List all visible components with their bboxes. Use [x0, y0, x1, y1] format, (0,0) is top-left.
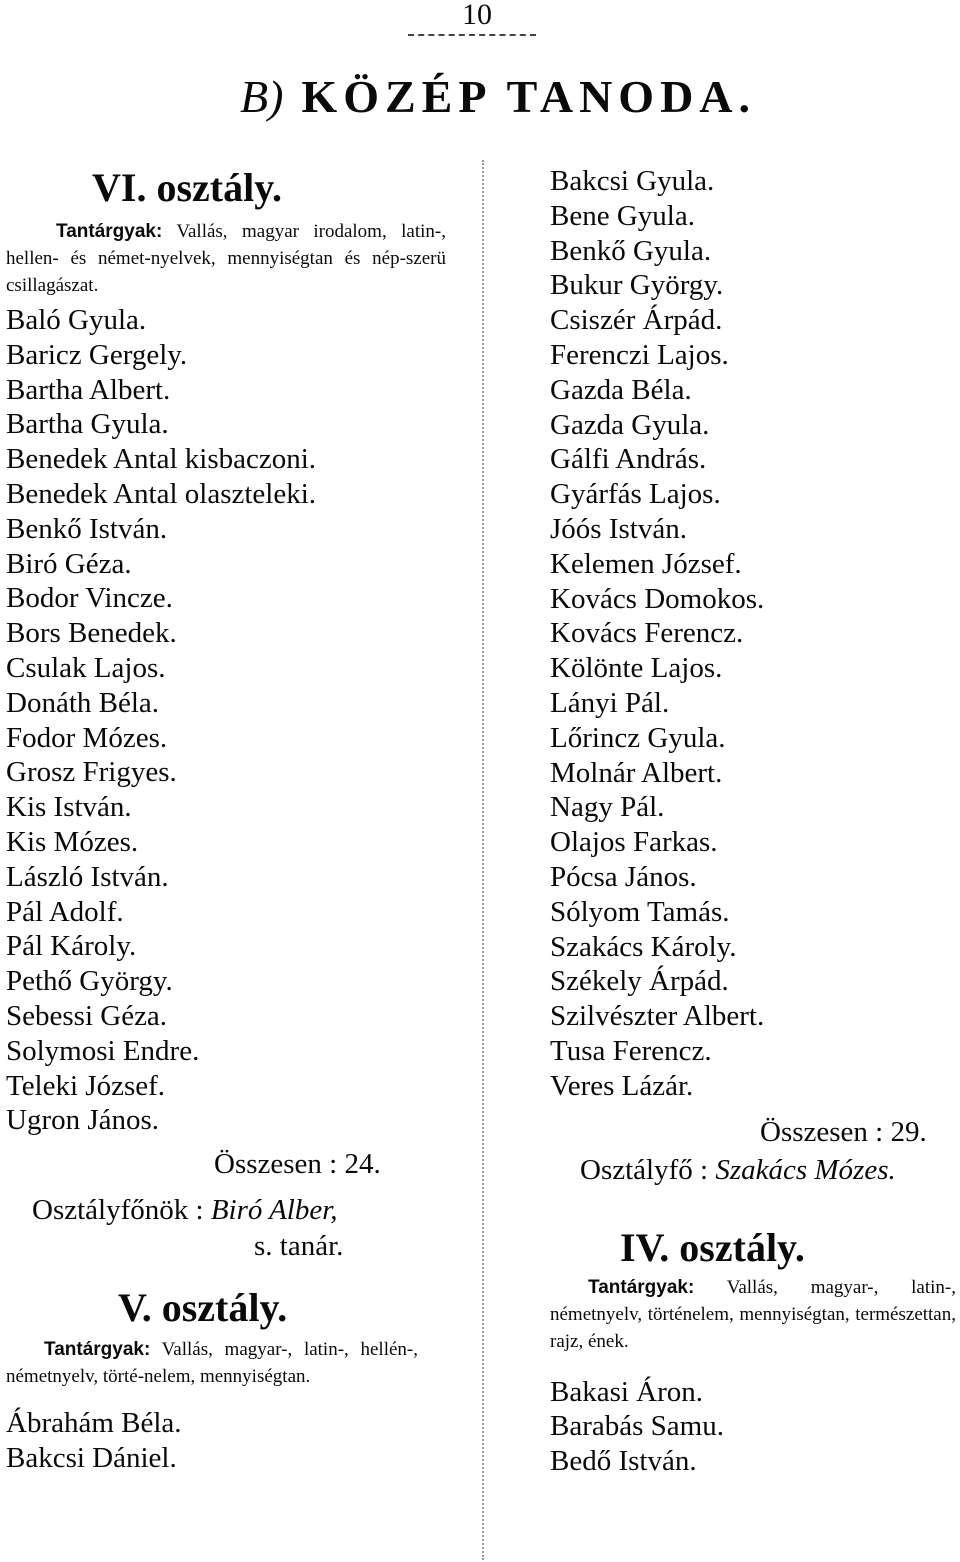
student-name: Kovács Ferencz.	[550, 617, 744, 650]
student-name: Pethő György.	[6, 965, 173, 998]
student-name: Donáth Béla.	[6, 686, 160, 719]
class5-head-teacher-name: Szakács Mózes.	[715, 1153, 896, 1186]
student-name: Ábrahám Béla.	[6, 1407, 182, 1440]
student-name: Sebessi Géza.	[6, 999, 168, 1032]
student-name: Molnár Albert.	[550, 756, 723, 789]
student-name: Benedek Antal olaszteleki.	[6, 477, 317, 510]
student-name: Gazda Gyula.	[550, 408, 710, 441]
student-name: Pócsa János.	[550, 860, 697, 893]
student-name: Bartha Albert.	[6, 373, 171, 406]
student-name: Biró Géza.	[6, 547, 132, 580]
left-column	[6, 164, 446, 1476]
student-name: Benkő István.	[6, 512, 168, 545]
column-divider	[482, 160, 484, 1560]
student-name: Pál Adolf.	[6, 895, 124, 928]
student-name: Kis István.	[6, 791, 132, 824]
class6-subjects	[6, 218, 446, 299]
student-name: Bedő István.	[550, 1445, 697, 1478]
student-name: Benkő Gyula.	[550, 234, 712, 267]
student-name: Grosz Frigyes.	[6, 756, 177, 789]
class4-heading: IV. osztály.	[620, 1224, 805, 1270]
class6-head-teacher-name: Biró Alber,	[210, 1194, 338, 1227]
class4-subjects-text: Vallás, magyar-, latin-, németnyelv, történelem, mennyiségtan, természettan, rajz, ének.	[550, 1276, 956, 1352]
student-name: Gazda Béla.	[550, 373, 692, 406]
student-name: Bakasi Áron.	[550, 1375, 704, 1408]
student-name: Székely Árpád.	[550, 965, 729, 998]
header-rule	[408, 34, 536, 36]
student-name: Kölönte Lajos.	[550, 652, 723, 685]
student-name: Kis Mózes.	[6, 825, 139, 858]
class4-student-list	[550, 1375, 960, 1479]
section-prefix: B)	[240, 71, 284, 122]
student-name: Kovács Domokos.	[550, 582, 765, 615]
student-name: Bartha Gyula.	[6, 408, 169, 441]
student-name: Pál Károly.	[6, 930, 137, 963]
student-name: Baricz Gergely.	[6, 338, 188, 371]
student-name: Ugron János.	[6, 1104, 160, 1137]
class5-student-list-right	[550, 164, 960, 1104]
student-name: Bukur György.	[550, 269, 724, 302]
class6-head-teacher	[32, 1192, 446, 1228]
class6-subjects-text: Vallás, magyar irodalom, latin-, hellen- és német-nyelvek, mennyiségtan és nép-szerü csillagászat.	[6, 221, 446, 296]
class6-subjects-label: Tantárgyak:	[56, 221, 163, 242]
student-name: Sólyom Tamás.	[550, 895, 730, 928]
class5-head-teacher-label: Osztályfő :	[580, 1153, 709, 1186]
student-name: Bakcsi Dániel.	[6, 1441, 177, 1474]
class6-heading: VI. osztály.	[92, 165, 282, 210]
class4-subjects	[550, 1274, 956, 1355]
student-name: Szakács Károly.	[550, 930, 737, 963]
class6-head-teacher-title: s. tanár.	[254, 1230, 344, 1263]
student-name: Olajos Farkas.	[550, 826, 718, 859]
student-name: Bodor Vincze.	[6, 582, 173, 615]
student-name: Bakcsi Gyula.	[550, 165, 715, 197]
student-name: Lányi Pál.	[550, 686, 670, 719]
right-column	[550, 164, 960, 1479]
class5-subjects-label: Tantárgyak:	[44, 1339, 151, 1361]
student-name: Teleki József.	[6, 1069, 166, 1102]
page-number: 10	[462, 0, 492, 31]
class6-total: Összesen : 24.	[214, 1148, 381, 1181]
student-name: Benedek Antal kisbaczoni.	[6, 443, 317, 476]
student-name: Gálfi András.	[550, 443, 707, 476]
student-name: Baló Gyula.	[6, 304, 147, 336]
class6-head-teacher-label: Osztályfőnök :	[32, 1194, 204, 1227]
student-name: Nagy Pál.	[550, 791, 665, 824]
student-name: Ferenczi Lajos.	[550, 338, 729, 371]
student-name: Tusa Ferencz.	[550, 1034, 712, 1067]
class5-student-list-left	[6, 1406, 446, 1476]
student-name: Solymosi Endre.	[6, 1034, 200, 1067]
student-name: Szilvészter Albert.	[550, 1000, 765, 1033]
student-name: Jóós István.	[550, 512, 687, 545]
section-title	[240, 70, 756, 123]
student-name: Csiszér Árpád.	[550, 304, 723, 337]
class5-head-teacher	[580, 1152, 960, 1188]
class5-heading: V. osztály.	[118, 1285, 288, 1331]
student-name: Barabás Samu.	[550, 1410, 724, 1443]
section-title-text: KÖZÉP TANODA.	[301, 71, 757, 122]
student-name: Csulak Lajos.	[6, 651, 166, 684]
class5-total: Összesen : 29.	[760, 1115, 927, 1148]
class5-subjects	[6, 1336, 418, 1390]
student-name: Bors Benedek.	[6, 617, 177, 650]
class4-subjects-label: Tantárgyak:	[588, 1276, 695, 1298]
class5-subjects-text: Vallás, magyar-, latin-, hellén-, németnyelv, törté-nelem, mennyiségtan.	[6, 1339, 418, 1388]
student-name: Lőrincz Gyula.	[550, 721, 726, 754]
student-name: Bene Gyula.	[550, 199, 695, 232]
student-name: Kelemen József.	[550, 547, 742, 580]
student-name: Veres Lázár.	[550, 1069, 694, 1102]
student-name: László István.	[6, 860, 169, 893]
student-name: Fodor Mózes.	[6, 721, 168, 754]
class6-student-list	[6, 303, 446, 1138]
student-name: Gyárfás Lajos.	[550, 478, 721, 511]
